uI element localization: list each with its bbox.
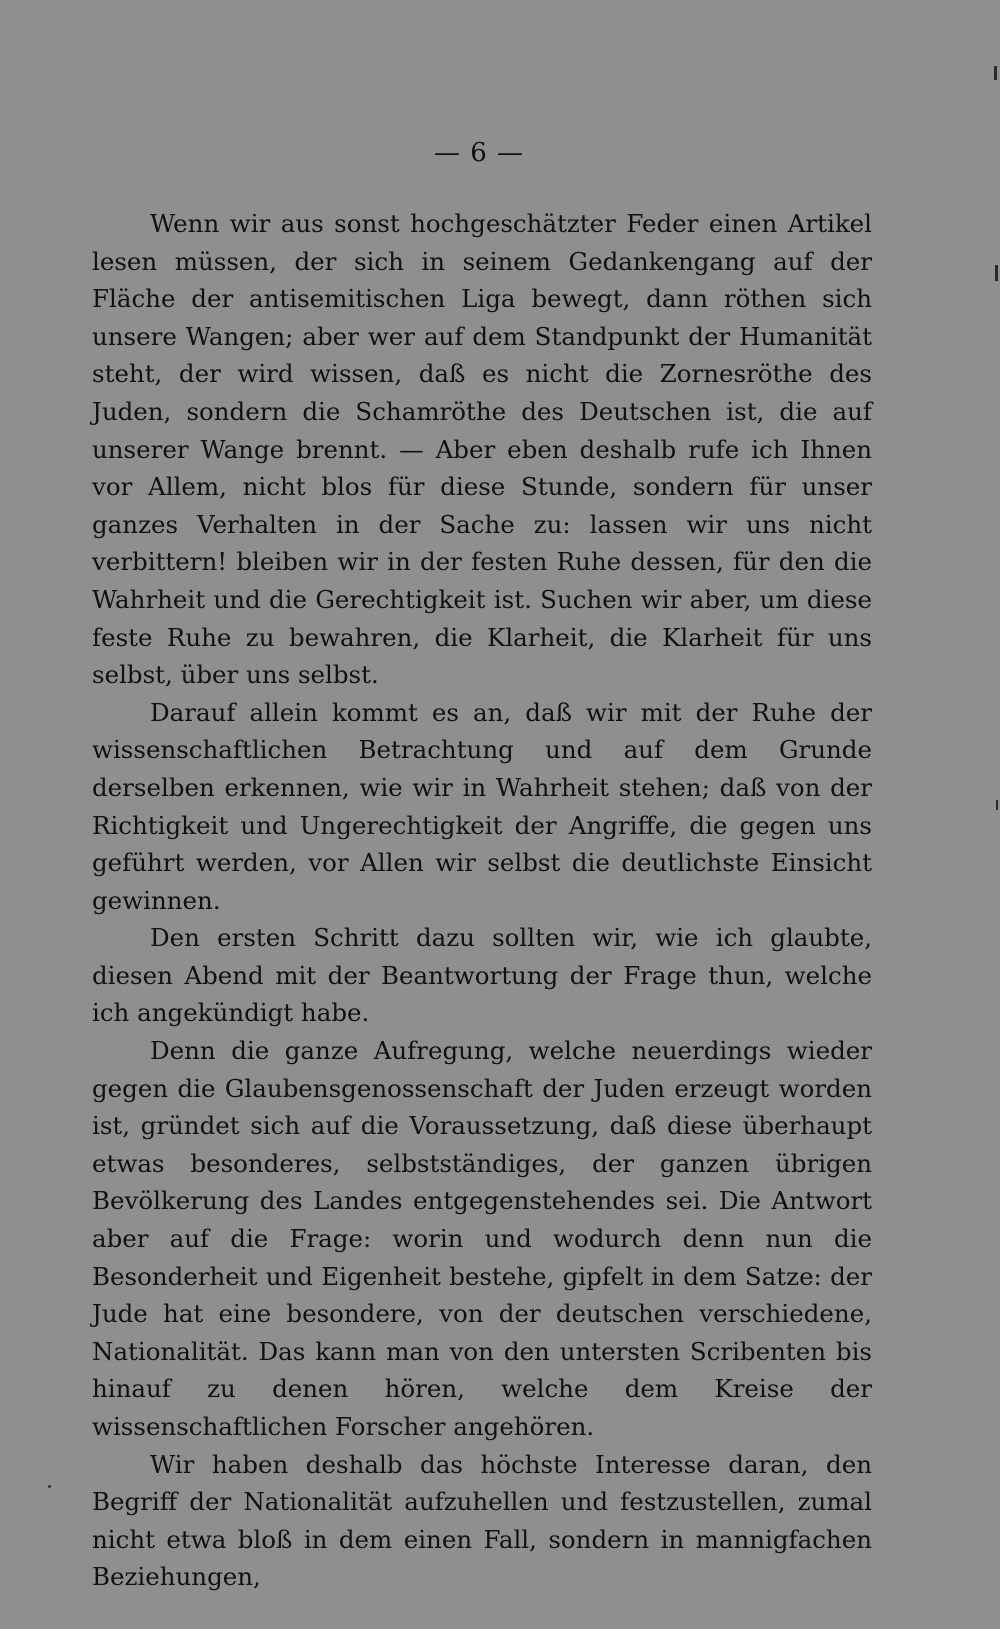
stray-ink-dot: [48, 1485, 51, 1488]
paragraph-4: Denn die ganze Aufregung, welche neuerdings wieder gegen die Glaubensgenossenschaft der Juden erzeugt worden ist, gründet sich auf die Voraussetzung, daß diese überhaupt etwas besonderes, selbstständiges, der ganzen übrigen Bevölkerung des Landes entgegenstehendes sei. Die Antwort aber auf die Frage: worin und wodurch denn nun die Besonderheit und Eigenheit bestehe, gipfelt in dem Satze: der Jude hat eine besondere, von der deutschen verschiedene, Nationalität. Das kann man von den untersten Scribenten bis hinauf zu denen hören, welche dem Kreise der wissenschaftlichen Forscher angehören.: [92, 1036, 872, 1441]
paragraph-2: Darauf allein kommt es an, daß wir mit der Ruhe der wissenschaftlichen Betrachtung und auf dem Grunde derselben erkennen, wie wir in Wahrheit stehen; daß von der Richtigkeit und Ungerechtigkeit der Angriffe, die gegen uns geführt werden, vor Allen wir selbst die deutlichste Einsicht gewinnen.: [92, 697, 872, 915]
scan-edge-mark-top: [994, 66, 997, 80]
paragraph-3: Den ersten Schritt dazu sollten wir, wie ich glaubte, diesen Abend mit der Beantwortung der Frage thun, welche ich angekündigt habe.: [92, 923, 872, 1028]
paragraph-5: Wir haben deshalb das höchste Interesse daran, den Begriff der Nationalität aufzuhellen und festzustellen, zumal nicht etwa bloß in dem einen Fall, sondern in mannigfachen Beziehungen,: [92, 1449, 872, 1592]
scan-edge-mark-middle: [995, 265, 998, 281]
scan-edge-mark-lower: [996, 800, 998, 810]
paragraph-1: Wenn wir aus sonst hochgeschätzter Feder einen Artikel lesen müssen, der sich in seinem Gedankengang auf der Fläche der antisemitischen Liga bewegt, dann röthen sich unsere Wangen; aber wer auf dem Standpunkt der Humanität steht, der wird wissen, daß es nicht die Zornesröthe des Juden, sondern die Schamröthe des Deutschen ist, die auf unserer Wange brennt. — Aber eben deshalb rufe ich Ihnen vor Allem, nicht blos für diese Stunde, sondern für unser ganzes Verhalten in der Sache zu: lassen wir uns nicht verbittern! bleiben wir in der festen Ruhe dessen, für den die Wahrheit und die Gerechtigkeit ist. Suchen wir aber, um diese feste Ruhe zu bewahren, die Klarheit, die Klarheit für uns selbst, über uns selbst.: [92, 209, 872, 690]
body-text: [92, 205, 872, 1596]
page-number: — 6 —: [433, 138, 525, 168]
